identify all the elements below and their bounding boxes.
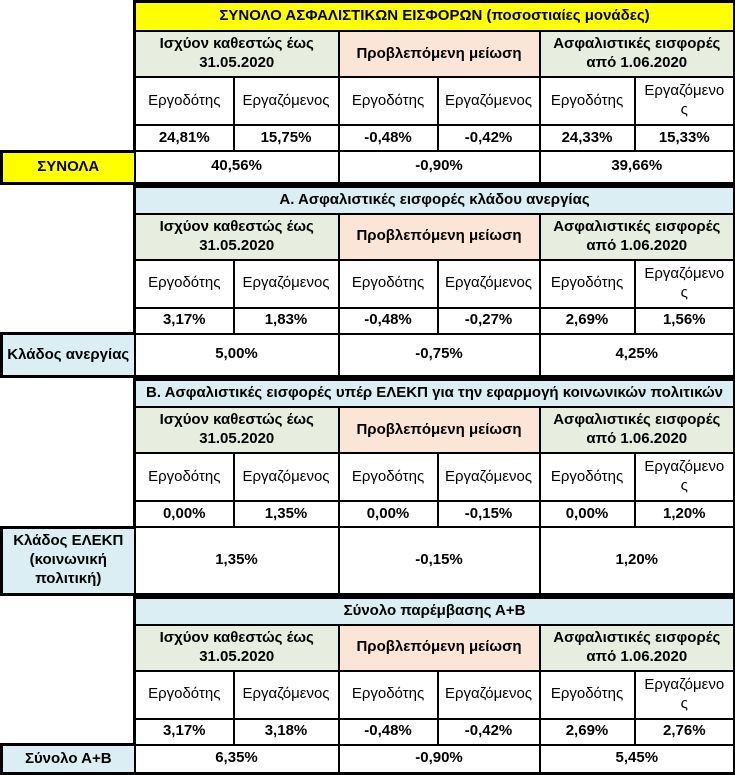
subheader-employee: Εργαζόμενος [438, 671, 540, 719]
subheader-employer: Εργοδότης [135, 671, 234, 719]
summary-value: 5,00% [135, 334, 339, 377]
subheader-employee: Εργαζόμενος [234, 77, 339, 125]
data-cell: -0,48% [339, 719, 438, 745]
subheader-employee [635, 260, 735, 308]
spacer-cell [2, 719, 135, 745]
spacer-cell [2, 308, 135, 334]
data-cell: 24,33% [540, 125, 635, 151]
subheader-employee: Εργαζόμενος [438, 77, 540, 125]
data-cell: 15,75% [234, 125, 339, 151]
col-group-current-regime: Ισχύον καθεστώς έως 31.05.2020 [135, 625, 339, 671]
data-cell: 0,00% [135, 501, 234, 527]
spacer-cell [2, 186, 135, 214]
col-group-projected-reduction: Προβλεπόμενη μείωση [339, 407, 540, 453]
summary-value: 39,66% [540, 151, 735, 183]
col-group-current-regime: Ισχύον καθεστώς έως 31.05.2020 [135, 407, 339, 453]
subheader-employer: Εργοδότης [339, 260, 438, 308]
subheader-employee-label: Εργαζόμενος [642, 82, 726, 120]
col-group-new-contributions: Ασφαλιστικές εισφορές από 1.06.2020 [540, 407, 735, 453]
table-title: Β. Ασφαλιστικές εισφορές υπέρ ΕΛΕΚΠ για την εφαρμογή κοινωνικών πολιτικών [135, 380, 735, 408]
data-cell: 1,56% [635, 308, 735, 334]
subheader-employee: Εργαζόμενος [234, 260, 339, 308]
subheader-employer: Εργοδότης [135, 77, 234, 125]
spacer-cell [2, 625, 135, 671]
data-cell: -0,27% [438, 308, 540, 334]
data-cell: 3,17% [135, 719, 234, 745]
summary-value: 5,45% [540, 745, 735, 774]
subheader-employer: Εργοδότης [540, 671, 635, 719]
subheader-employer: Εργοδότης [540, 77, 635, 125]
table-total-contributions [0, 0, 735, 185]
subheader-employee-label: Εργαζόμενος [642, 265, 726, 303]
summary-value: -0,90% [339, 745, 540, 774]
subheader-employee: Εργαζόμενος [438, 453, 540, 501]
spacer-cell [2, 260, 135, 308]
subheader-employee [635, 671, 735, 719]
table-title: Α. Ασφαλιστικές εισφορές κλάδου ανεργίας [135, 186, 735, 214]
subheader-employee: Εργαζόμενος [438, 260, 540, 308]
subheader-employer: Εργοδότης [540, 453, 635, 501]
summary-label: Κλάδος ΕΛΕΚΠ (κοινωνική πολιτική) [2, 527, 135, 594]
spacer-cell [2, 2, 135, 32]
spacer-cell [2, 125, 135, 151]
subheader-employee-label: Εργαζόμενος [642, 676, 726, 714]
subheader-employee: Εργαζόμενος [234, 453, 339, 501]
summary-value: -0,75% [339, 334, 540, 377]
table-unemployment-branch [0, 185, 735, 379]
data-cell: -0,48% [339, 125, 438, 151]
spacer-cell [2, 453, 135, 501]
subheader-employee: Εργαζόμενος [234, 671, 339, 719]
subheader-employer: Εργοδότης [540, 260, 635, 308]
table-title: ΣΥΝΟΛΟ ΑΣΦΑΛΙΣΤΙΚΩΝ ΕΙΣΦΟΡΩΝ (ποσοστιαίες μονάδες) [135, 2, 735, 32]
summary-label: ΣΥΝΟΛΑ [2, 151, 135, 183]
data-cell: -0,48% [339, 308, 438, 334]
subheader-employer: Εργοδότης [135, 453, 234, 501]
summary-value: 40,56% [135, 151, 339, 183]
summary-value: 4,25% [540, 334, 735, 377]
data-cell: -0,42% [438, 719, 540, 745]
data-cell: 2,69% [540, 308, 635, 334]
col-group-projected-reduction: Προβλεπόμενη μείωση [339, 625, 540, 671]
col-group-new-contributions: Ασφαλιστικές εισφορές από 1.06.2020 [540, 214, 735, 260]
data-cell: 1,35% [234, 501, 339, 527]
subheader-employee [635, 77, 735, 125]
summary-value: -0,15% [339, 527, 540, 594]
spacer-cell [2, 380, 135, 408]
spacer-cell [2, 597, 135, 625]
data-cell: 2,76% [635, 719, 735, 745]
spacer-cell [2, 671, 135, 719]
summary-value: 6,35% [135, 745, 339, 774]
spacer-cell [2, 501, 135, 527]
data-cell: 3,17% [135, 308, 234, 334]
spacer-cell [2, 214, 135, 260]
spacer-cell [2, 31, 135, 77]
col-group-new-contributions: Ασφαλιστικές εισφορές από 1.06.2020 [540, 625, 735, 671]
data-cell: 0,00% [540, 501, 635, 527]
summary-label: Κλάδος ανεργίας [2, 334, 135, 377]
summary-value: 1,35% [135, 527, 339, 594]
data-cell: -0,15% [438, 501, 540, 527]
col-group-current-regime: Ισχύον καθεστώς έως 31.05.2020 [135, 214, 339, 260]
summary-label: Σύνολο Α+Β [2, 745, 135, 774]
table-title: Σύνολο παρέμβασης Α+Β [135, 597, 735, 625]
spacer-cell [2, 407, 135, 453]
col-group-current-regime: Ισχύον καθεστώς έως 31.05.2020 [135, 31, 339, 77]
summary-value: -0,90% [339, 151, 540, 183]
data-cell: -0,42% [438, 125, 540, 151]
table-total-a-plus-b [0, 596, 735, 775]
data-cell: 2,69% [540, 719, 635, 745]
subheader-employer: Εργοδότης [339, 453, 438, 501]
data-cell: 15,33% [635, 125, 735, 151]
summary-value: 1,20% [540, 527, 735, 594]
data-cell: 1,83% [234, 308, 339, 334]
subheader-employer: Εργοδότης [339, 671, 438, 719]
table-elekp-social-policy [0, 378, 735, 596]
subheader-employee [635, 453, 735, 501]
subheader-employer: Εργοδότης [339, 77, 438, 125]
data-cell: 24,81% [135, 125, 234, 151]
data-cell: 3,18% [234, 719, 339, 745]
spacer-cell [2, 77, 135, 125]
subheader-employee-label: Εργαζόμενος [642, 458, 726, 496]
col-group-projected-reduction: Προβλεπόμενη μείωση [339, 31, 540, 77]
data-cell: 1,20% [635, 501, 735, 527]
col-group-projected-reduction: Προβλεπόμενη μείωση [339, 214, 540, 260]
data-cell: 0,00% [339, 501, 438, 527]
subheader-employer: Εργοδότης [135, 260, 234, 308]
col-group-new-contributions: Ασφαλιστικές εισφορές από 1.06.2020 [540, 31, 735, 77]
